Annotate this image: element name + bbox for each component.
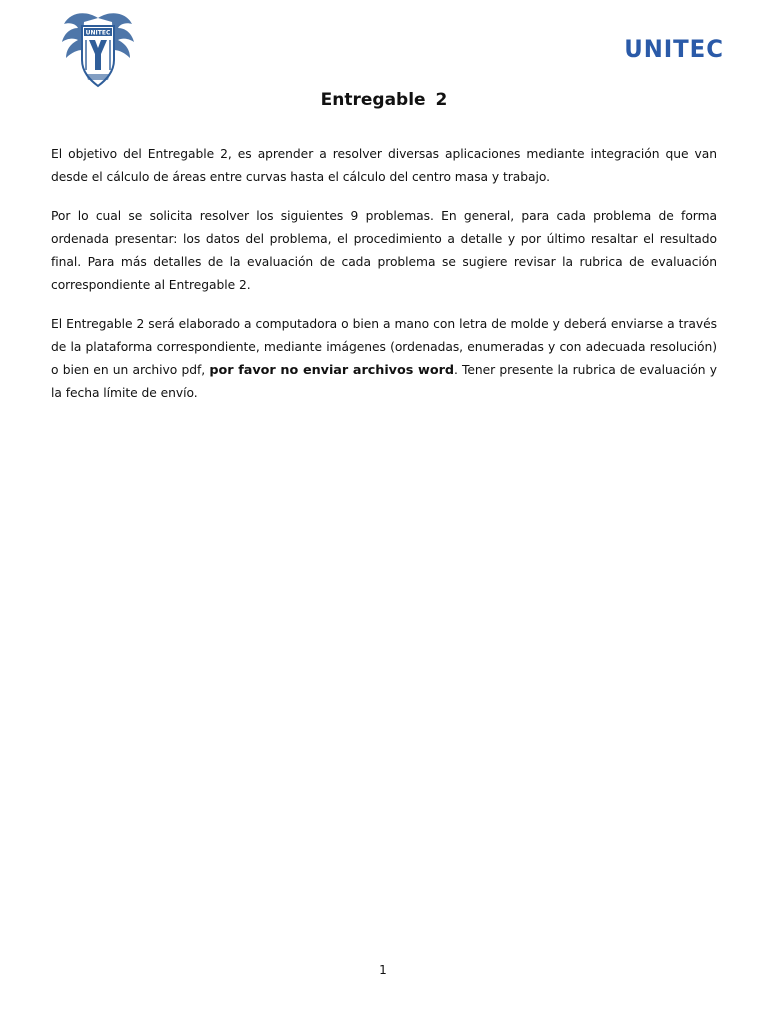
page-number: 1	[379, 963, 387, 977]
unitec-seal-icon	[58, 8, 138, 92]
document-title: Entregable 2	[320, 90, 448, 110]
paragraph-instructions: Por lo cual se solicita resolver los siguientes 9 problemas. En general, para cada problema de forma ordenada presentar: los datos del problema, el procedimiento a detalle y por último resaltar el resultado final. Para más detalles de la evaluación de cada problema se sugiere revisar la rubrica de evaluación correspondiente al Entregable 2.	[51, 209, 717, 292]
paragraph-submission	[51, 313, 717, 405]
submission-text-end: . Tener presente la rubrica de evaluación y la fecha límite de envío.	[51, 363, 717, 400]
seal-text: UNITEC	[85, 29, 111, 37]
submission-warning: por favor no enviar archivos word	[209, 363, 454, 378]
unitec-wordmark-logo: UNITEC	[624, 35, 724, 63]
paragraph-objective: El objetivo del Entregable 2, es aprender a resolver diversas aplicaciones mediante integración que van desde el cálculo de áreas entre curvas hasta el cálculo del centro masa y trabajo.	[51, 147, 717, 184]
document-body	[51, 143, 717, 422]
submission-text-start: El Entregable 2 será elaborado a computadora o bien a mano con letra de molde y deberá enviarse a través de la plataforma correspondiente, mediante imágenes (ordenadas, enumeradas y con adecuada resolución) o bien en un archivo pdf,	[51, 317, 717, 377]
